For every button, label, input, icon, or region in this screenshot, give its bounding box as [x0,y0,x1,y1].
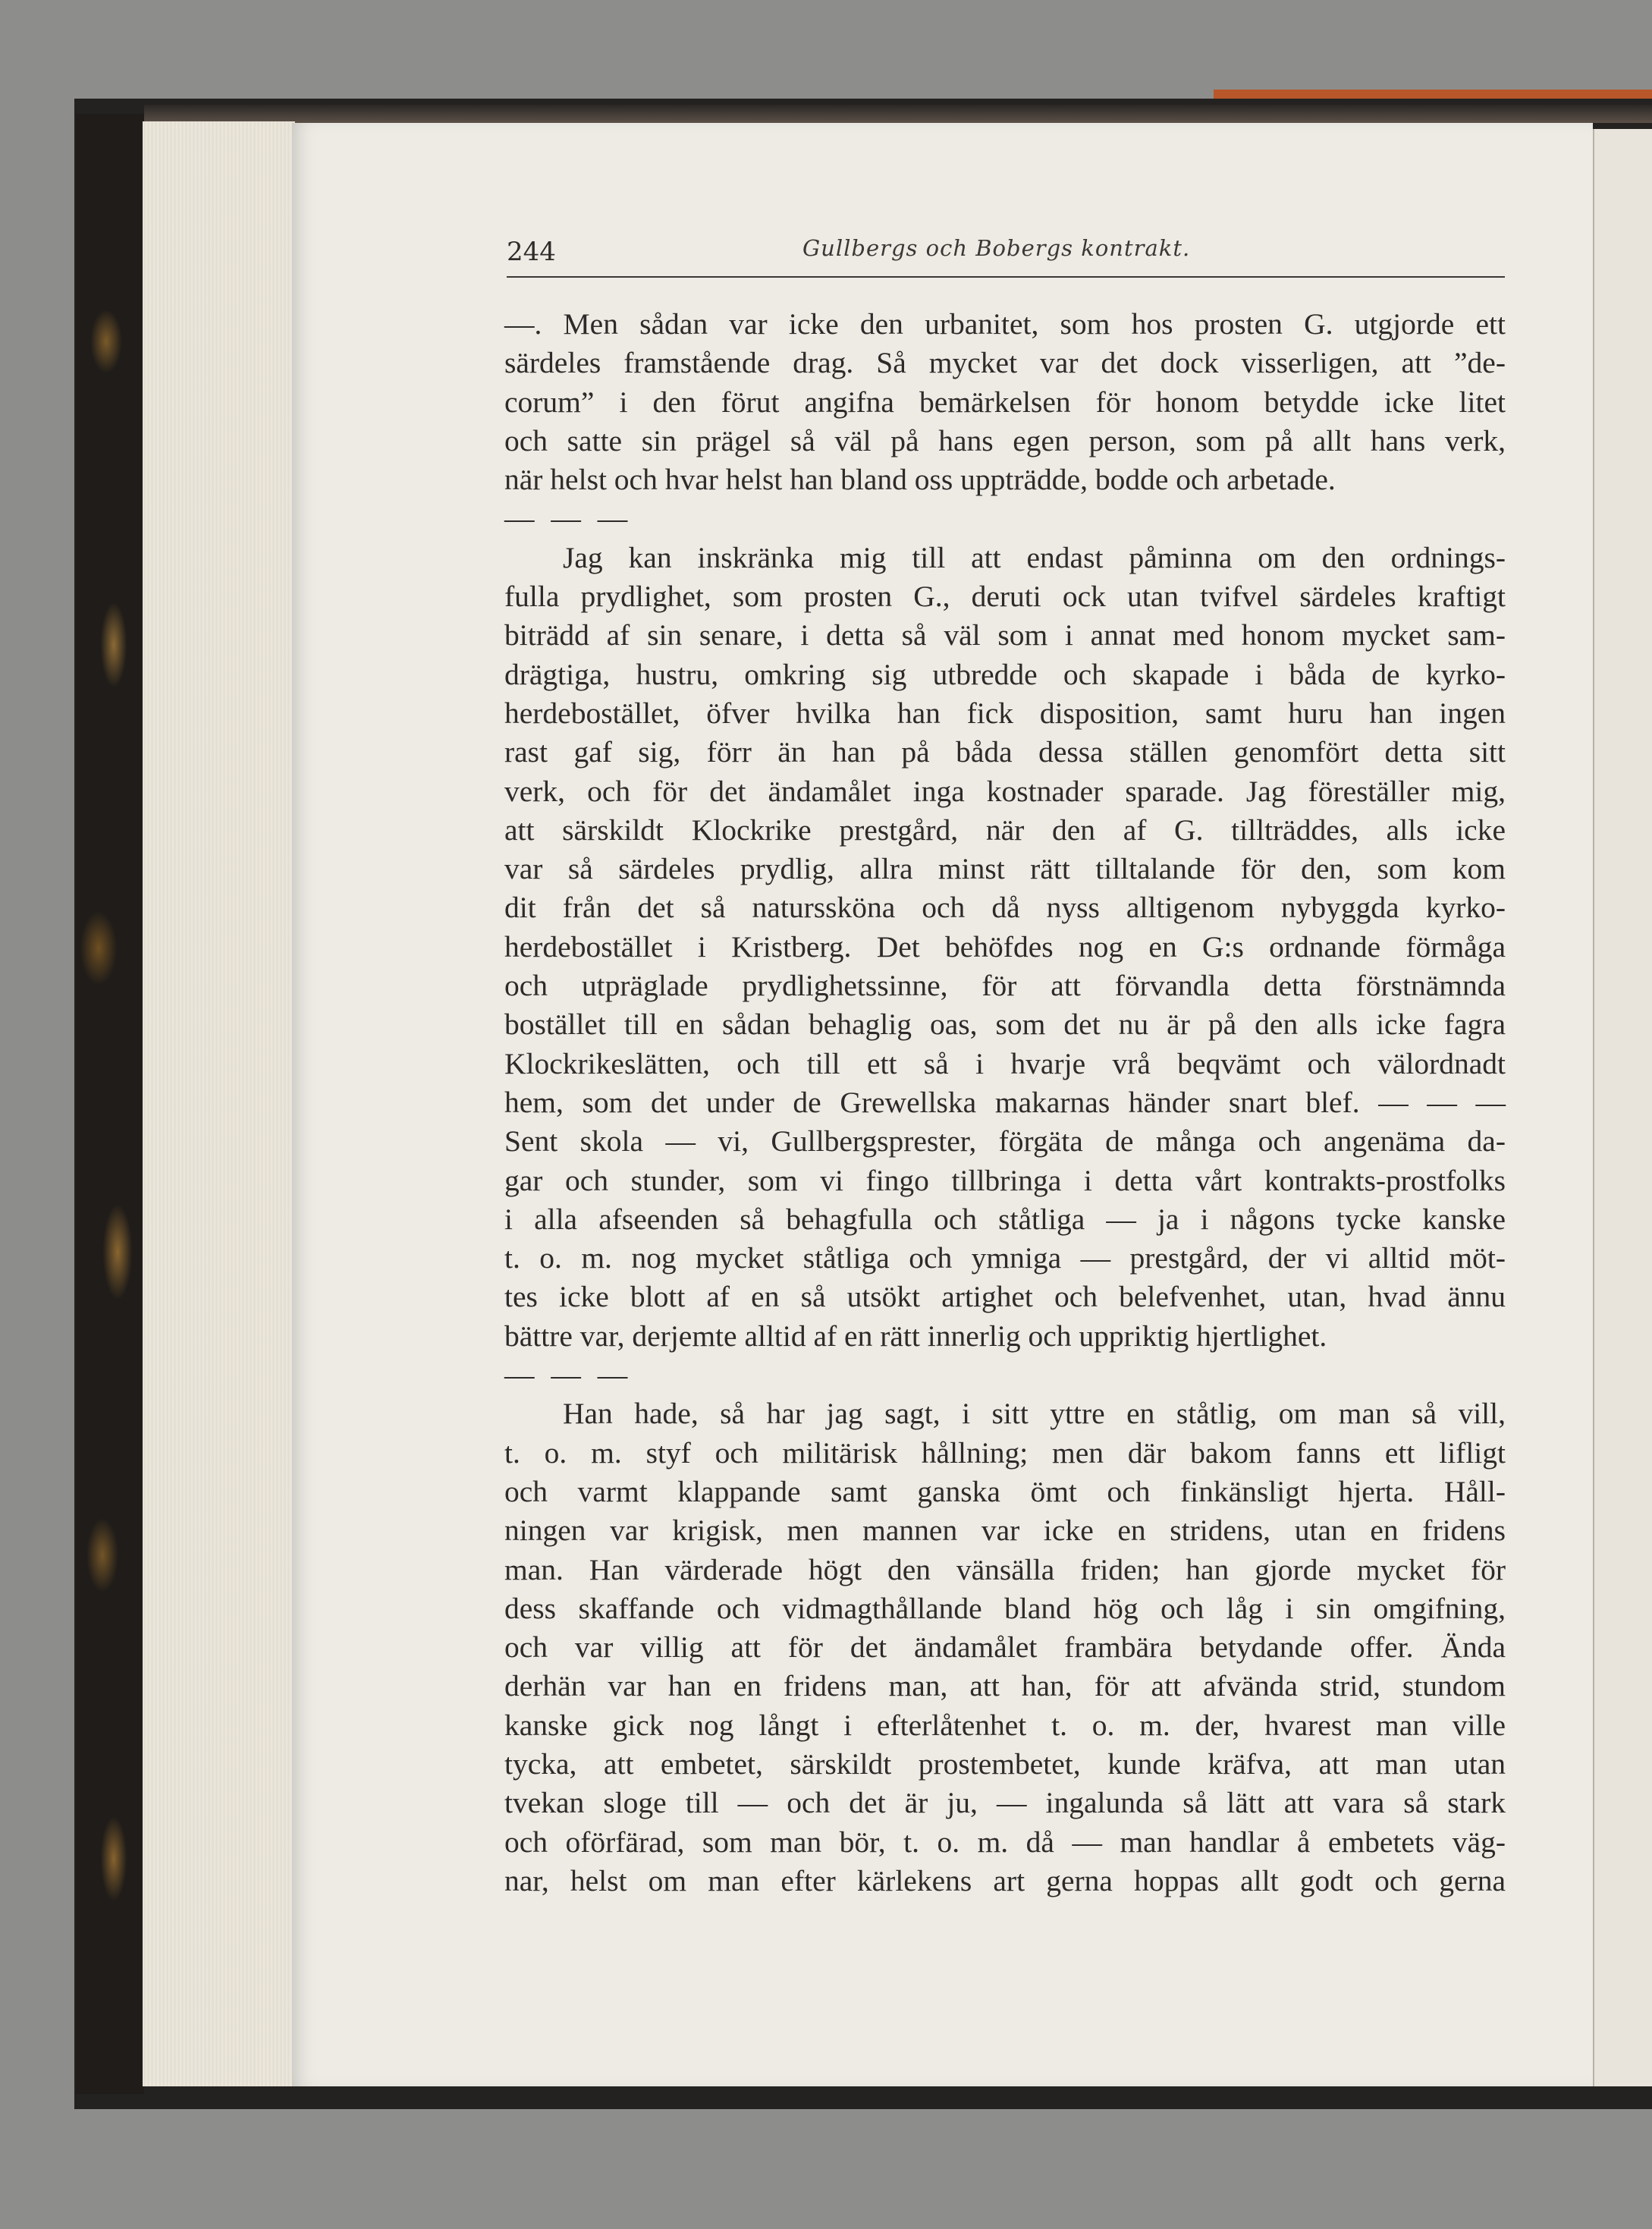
text-line: rast gaf sig, förr än han på båda dessa ställen genomfört detta sitt [504,735,1506,769]
text-line: och varmt klappande samt ganska ömt och finkänsligt hjerta. Håll- [504,1474,1506,1508]
text-line: biträdd af sin senare, i detta så väl som i annat med honom mycket sam- [504,618,1506,652]
text-line: man. Han värderade högt den vänsälla friden; han gjorde mycket för [504,1552,1506,1586]
page-header [507,229,1505,278]
text-line: corum” i den förut angifna bemärkelsen för honom betydde icke litet [504,385,1506,419]
text-line: bättre var, derjemte alltid af en rätt innerlig och uppriktig hjertlighet. [504,1319,1327,1353]
text-line: och var villig att för det ändamålet frambära betydande offer. Ända [504,1630,1506,1665]
text-line: och satte sin prägel så väl på hans egen person, som på allt hans verk, [504,423,1506,457]
text-line: Klockrikeslätten, och till ett så i hvarje vrå beqvämt och välordnadt [504,1046,1506,1080]
text-line: bostället till en sådan behaglig oas, som det nu är på den alls icke fagra [504,1008,1506,1042]
text-line: nar, helst om man efter kärlekens art gerna hoppas allt godt och gerna [504,1863,1506,1897]
text-line: Han hade, så har jag sagt, i sitt yttre en ståtlig, om man så vill, [563,1397,1506,1431]
book-top-edge [144,105,1652,123]
text-line: drägtiga, hustru, omkring sig utbredde och skapade i båda de kyrko- [504,657,1506,691]
section-dashes: — — — [504,501,633,536]
text-line: —. Men sådan var icke den urbanitet, som hos prosten G. utgjorde ett [504,307,1506,341]
text-line: Jag kan inskränka mig till att endast påminna om den ordnings- [563,540,1506,574]
text-line: fulla prydlighet, som prosten G., deruti ock utan tvifvel särdeles kraftigt [504,580,1506,614]
text-line: när helst och hvar helst han bland oss uppträdde, bodde och arbetade. [504,463,1336,497]
text-line: verk, och för det ändamålet inga kostnader sparade. Jag föreställer mig, [504,774,1506,808]
text-line: särdeles framstående drag. Så mycket var det dock visserligen, att ”de- [504,346,1506,380]
text-line: att särskildt Klockrike prestgård, när den af G. tillträddes, alls icke [504,813,1506,847]
text-line: och utpräglade prydlighetssinne, för att förvandla detta förstnämnda [504,969,1506,1003]
text-line: och oförfärad, som man bör, t. o. m. då — man handlar å embetets väg- [504,1825,1506,1859]
facing-page-edge [1593,129,1652,2086]
text-line: tycka, att embetet, särskildt prostembetet, kunde kräfva, att man utan [504,1746,1506,1781]
text-line: kanske gick nog långt i efterlåtenhet t. o. m. der, hvarest man ville [504,1708,1506,1742]
text-line: herdebostället, öfver hvilka han fick disposition, samt huru han ingen [504,696,1506,730]
running-head: Gullbergs och Bobergs kontrakt. [802,235,1191,261]
text-line: tvekan sloge till — och det är ju, — ingalunda så lätt att vara så stark [504,1786,1506,1820]
body-text [504,305,1506,1900]
text-line: derhän var han en fridens man, att han, för att afvända strid, stundom [504,1669,1506,1703]
text-line: hem, som det under de Grewellska makarnas händer snart blef. — — — [504,1085,1506,1119]
text-line: var så särdeles prydlig, allra minst rätt tilltalande för den, som kom [504,852,1506,886]
text-line: Sent skola — vi, Gullbergsprester, förgäta de många och angenäma da- [504,1124,1506,1159]
section-dashes: — — — [504,1358,633,1392]
text-line: gar och stunder, som vi fingo tillbringa i detta vårt kontrakts-prostfolks [504,1163,1506,1197]
page-number: 244 [507,237,556,267]
text-line: ningen var krigisk, men mannen var icke en stridens, utan en fridens [504,1514,1506,1548]
text-line: dit från det så naturssköna och då nyss alltigenom nybyggda kyrko- [504,891,1506,925]
text-line: tes icke blott af en så utsökt artighet och belefvenhet, utan, hvad ännu [504,1280,1506,1314]
text-line: i alla afseenden så behagfulla och ståtliga — ja i någons tycke kanske [504,1202,1506,1236]
text-line: herdebostället i Kristberg. Det behöfdes nog en G:s ordnande förmåga [504,929,1506,964]
text-line: dess skaffande och vidmagthållande bland hög och låg i sin omgifning, [504,1591,1506,1625]
page-stack-edge [143,121,295,2086]
marbled-spine [76,114,144,2094]
text-line: t. o. m. nog mycket ståtliga och ymniga — prestgård, der vi alltid möt- [504,1241,1506,1275]
text-line: t. o. m. styf och militärisk hållning; men där bakom fanns ett lifligt [504,1435,1506,1470]
